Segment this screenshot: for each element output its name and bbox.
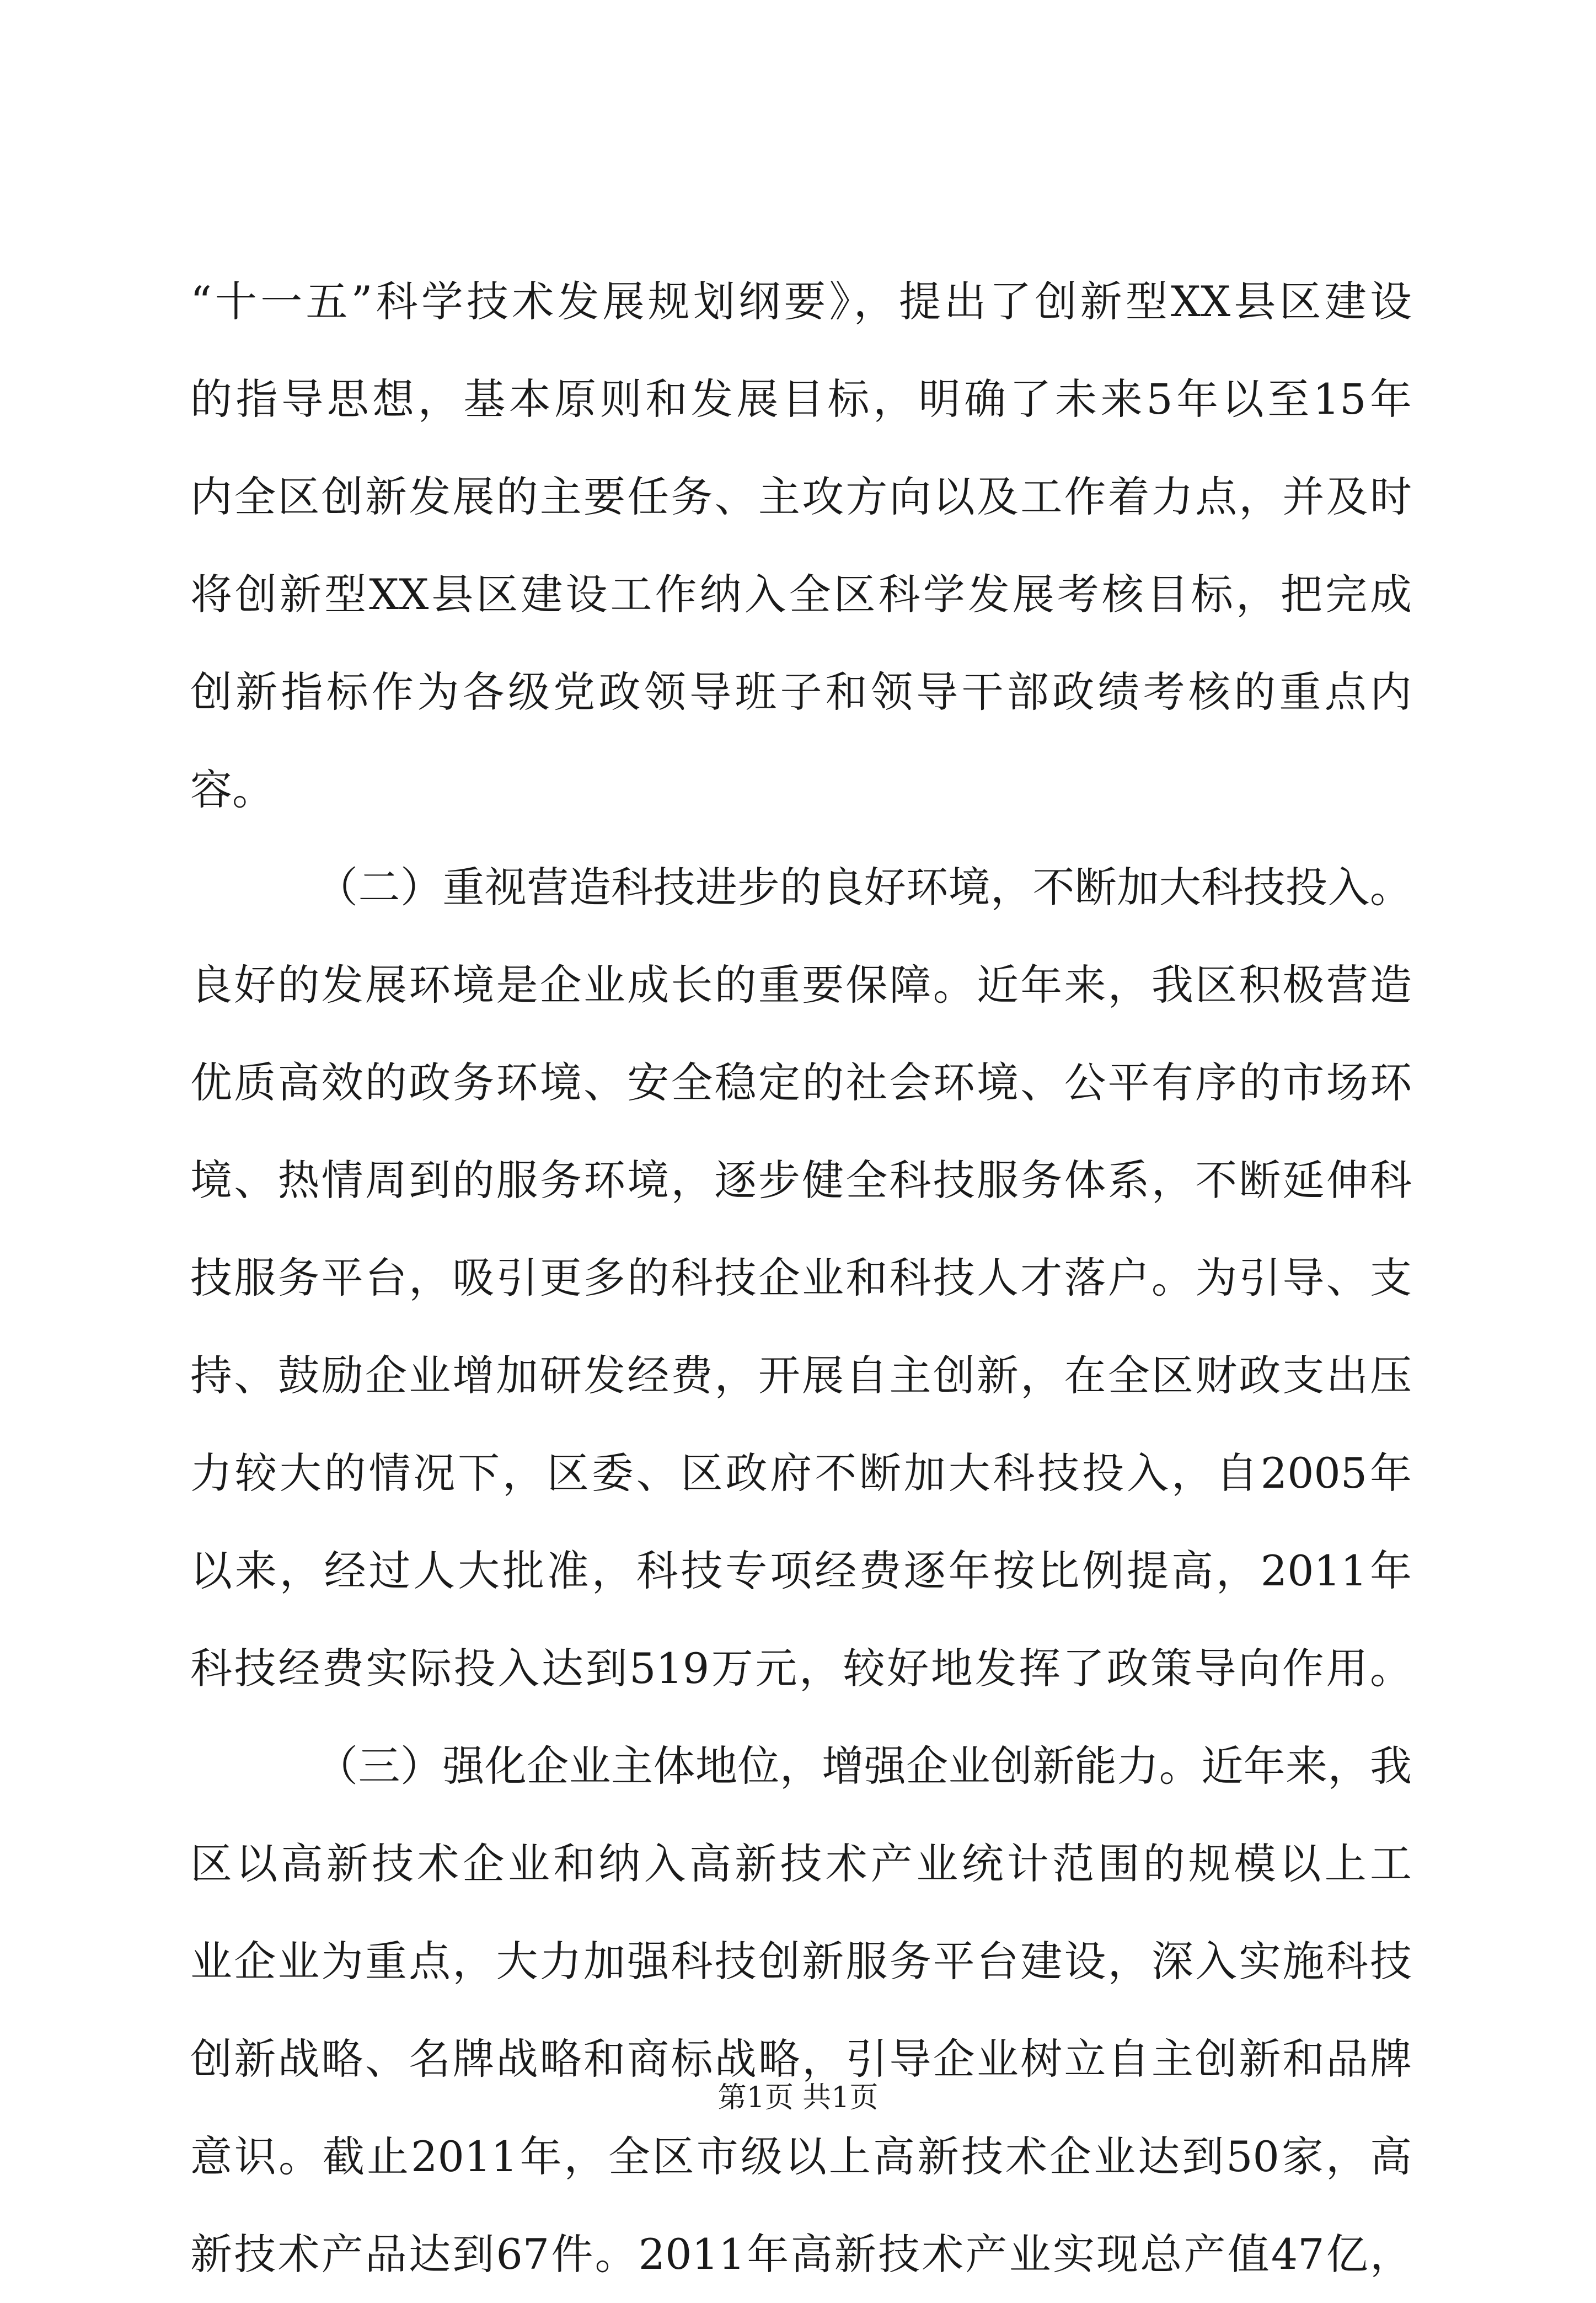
text-line: 的指导思想，基本原则和发展目标，明确了未来5年以至15年 xyxy=(190,375,1412,424)
text-line: 内全区创新发展的主要任务、主攻方向以及工作着力点，并及时 xyxy=(190,472,1412,521)
document-body xyxy=(190,253,1412,2303)
text-line: 创新战略、名牌战略和商标战略，引导企业树立自主创新和品牌 xyxy=(190,2034,1412,2083)
section-heading-line: （二）重视营造科技进步的良好环境，不断加大科技投入。 xyxy=(316,863,1412,912)
text-line: 意识。截止2011年，全区市级以上高新技术企业达到50家，高 xyxy=(190,2132,1412,2181)
text-line: 科技经费实际投入达到519万元，较好地发挥了政策导向作用。 xyxy=(190,1644,1412,1693)
text-line: 力较大的情况下，区委、区政府不断加大科技投入，自2005年 xyxy=(190,1449,1412,1498)
text-line: 区以高新技术企业和纳入高新技术产业统计范围的规模以上工 xyxy=(190,1839,1412,1888)
text-line: 容。 xyxy=(190,765,274,814)
text-line: 业企业为重点，大力加强科技创新服务平台建设，深入实施科技 xyxy=(190,1937,1412,1986)
text-line: 境、热情周到的服务环境，逐步健全科技服务体系，不断延伸科 xyxy=(190,1156,1412,1205)
text-line: 持、鼓励企业增加研发经费，开展自主创新，在全区财政支出压 xyxy=(190,1351,1412,1400)
text-line: 新技术产品达到67件。2011年高新技术产业实现总产值47亿， xyxy=(190,2230,1412,2279)
text-line: 将创新型XX县区建设工作纳入全区科学发展考核目标，把完成 xyxy=(190,570,1412,619)
section-heading-line: （三）强化企业主体地位，增强企业创新能力。近年来，我 xyxy=(316,1741,1412,1791)
page-number-label: 第1页 共1页 xyxy=(717,2081,879,2114)
text-line: 创新指标作为各级党政领导班子和领导干部政绩考核的重点内 xyxy=(190,667,1412,717)
text-line: 优质高效的政务环境、安全稳定的社会环境、公平有序的市场环 xyxy=(190,1058,1412,1107)
text-line: 良好的发展环境是企业成长的重要保障。近年来，我区积极营造 xyxy=(190,960,1412,1009)
page-footer xyxy=(0,2078,1596,2117)
text-line: 技服务平台，吸引更多的科技企业和科技人才落户。为引导、支 xyxy=(190,1253,1412,1302)
text-line: “十一五”科学技术发展规划纲要》，提出了创新型XX县区建设 xyxy=(190,277,1412,326)
text-line: 以来，经过人大批准，科技专项经费逐年按比例提高，2011年 xyxy=(190,1546,1412,1595)
